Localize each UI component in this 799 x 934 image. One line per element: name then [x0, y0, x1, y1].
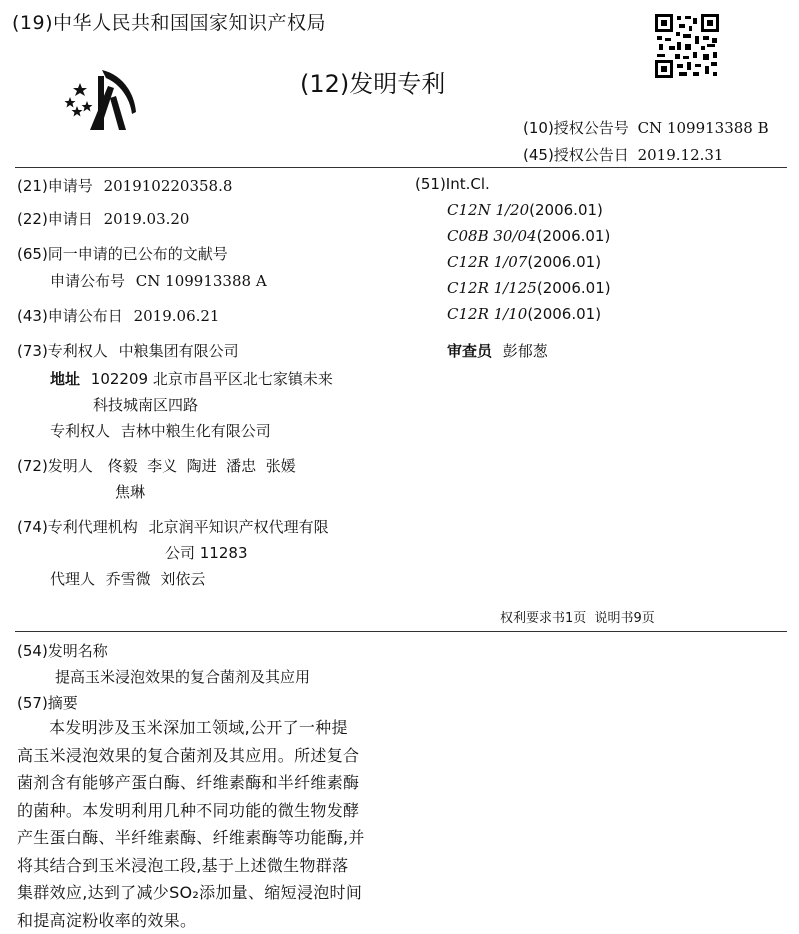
application-date-value: 2019.03.20 [104, 210, 190, 228]
abstract-line: 菌剂含有能够产蛋白酶、纤维素酶和半纤维素酶 [17, 769, 385, 797]
grant-date-value: 2019.12.31 [638, 146, 724, 164]
abstract-label: (57)摘要 [17, 692, 78, 713]
abstract-line: 将其结合到玉米浸泡工段,基于上述微生物群落 [17, 852, 385, 880]
patentee-row [17, 340, 239, 361]
ipc-version: (2006.01) [537, 279, 611, 297]
abstract-line: 和提高淀粉收率的效果。 [17, 907, 385, 934]
body-divider [15, 631, 787, 632]
agency-label: (74)专利代理机构 [17, 518, 138, 536]
ipc-code: C12R 1/10 [447, 305, 527, 323]
address-line-2: 科技城南区四路 [93, 394, 198, 415]
inventor-line-1: 佟毅 李义 陶进 潘忠 张媛 [108, 457, 296, 475]
publication-number-value: CN 109913388 A [136, 272, 267, 290]
patentee2-row [50, 420, 271, 441]
agent-value: 乔雪微 刘依云 [106, 570, 206, 588]
page-count-info: 权利要求书1页 说明书9页 [500, 607, 655, 626]
agency-line-1: 北京润平知识产权代理有限 [149, 518, 329, 536]
abstract-line: 本发明涉及玉米深加工领域,公开了一种提 [17, 714, 385, 742]
agent-label: 代理人 [50, 570, 95, 588]
invention-name-value: 提高玉米浸泡效果的复合菌剂及其应用 [55, 666, 310, 687]
ipc-code: C12R 1/07 [447, 253, 527, 271]
address-line-1: 102209 北京市昌平区北七家镇未来 [91, 370, 333, 388]
ipc-row [447, 201, 603, 219]
examiner-value: 彭郁葱 [503, 342, 548, 360]
abstract-line: 高玉米浸泡效果的复合菌剂及其应用。所述复合 [17, 742, 385, 770]
ipc-code: C08B 30/04 [447, 227, 537, 245]
document-type-title: (12)发明专利 [300, 64, 445, 99]
address-row [50, 368, 333, 389]
publication-date-row [17, 305, 219, 326]
application-date-row [17, 208, 189, 229]
application-date-label: (22)申请日 [17, 210, 93, 228]
inventor-line-2: 焦琳 [115, 481, 145, 502]
application-number-row [17, 175, 232, 196]
ipc-row [447, 279, 611, 297]
int-cl-label: (51)Int.Cl. [415, 175, 490, 193]
patentee-value: 中粮集团有限公司 [119, 342, 239, 360]
abstract-line: 产生蛋白酶、半纤维素酶、纤维素酶等功能酶,并 [17, 824, 385, 852]
patentee2-value: 吉林中粮生化有限公司 [121, 422, 271, 440]
ipc-row [447, 253, 601, 271]
agency-row [17, 516, 329, 537]
ipc-version: (2006.01) [527, 253, 601, 271]
grant-date-row [523, 144, 723, 165]
inventor-label: (72)发明人 [17, 457, 93, 475]
patentee2-label: 专利权人 [50, 422, 110, 440]
application-number-value: 201910220358.8 [104, 177, 233, 195]
ipc-row [447, 227, 610, 245]
ipc-code: C12R 1/125 [447, 279, 537, 297]
patent-office-title: (19)中华人民共和国国家知识产权局 [12, 8, 326, 35]
publication-date-value: 2019.06.21 [134, 307, 220, 325]
grant-date-label: (45)授权公告日 [523, 146, 629, 164]
agency-line-2: 公司 11283 [165, 542, 248, 563]
abstract-line: 的菌种。本发明利用几种不同功能的微生物发酵 [17, 797, 385, 825]
grant-number-label: (10)授权公告号 [523, 119, 629, 137]
invention-name-label: (54)发明名称 [17, 640, 108, 661]
prior-publication-label: (65)同一申请的已公布的文献号 [17, 243, 228, 264]
inventor-row [17, 455, 296, 476]
ipc-row [447, 305, 601, 323]
examiner-row [447, 340, 548, 361]
publication-date-label: (43)申请公布日 [17, 307, 123, 325]
grant-number-row [523, 117, 769, 138]
application-number-label: (21)申请号 [17, 177, 93, 195]
abstract-line: 集群效应,达到了减少SO₂添加量、缩短浸泡时间 [17, 879, 385, 907]
publication-number-row [50, 270, 267, 291]
grant-number-value: CN 109913388 B [638, 119, 769, 137]
ipc-code: C12N 1/20 [447, 201, 529, 219]
cnipa-logo-icon [60, 68, 142, 134]
publication-number-label: 申请公布号 [50, 272, 125, 290]
agent-row [50, 568, 205, 589]
ipc-version: (2006.01) [527, 305, 601, 323]
ipc-version: (2006.01) [529, 201, 603, 219]
abstract-text [17, 714, 385, 934]
ipc-version: (2006.01) [537, 227, 611, 245]
examiner-label: 审查员 [447, 342, 492, 360]
patentee-label: (73)专利权人 [17, 342, 108, 360]
address-label: 地址 [50, 370, 80, 388]
header-divider [15, 167, 787, 168]
qr-code-icon [655, 14, 719, 78]
